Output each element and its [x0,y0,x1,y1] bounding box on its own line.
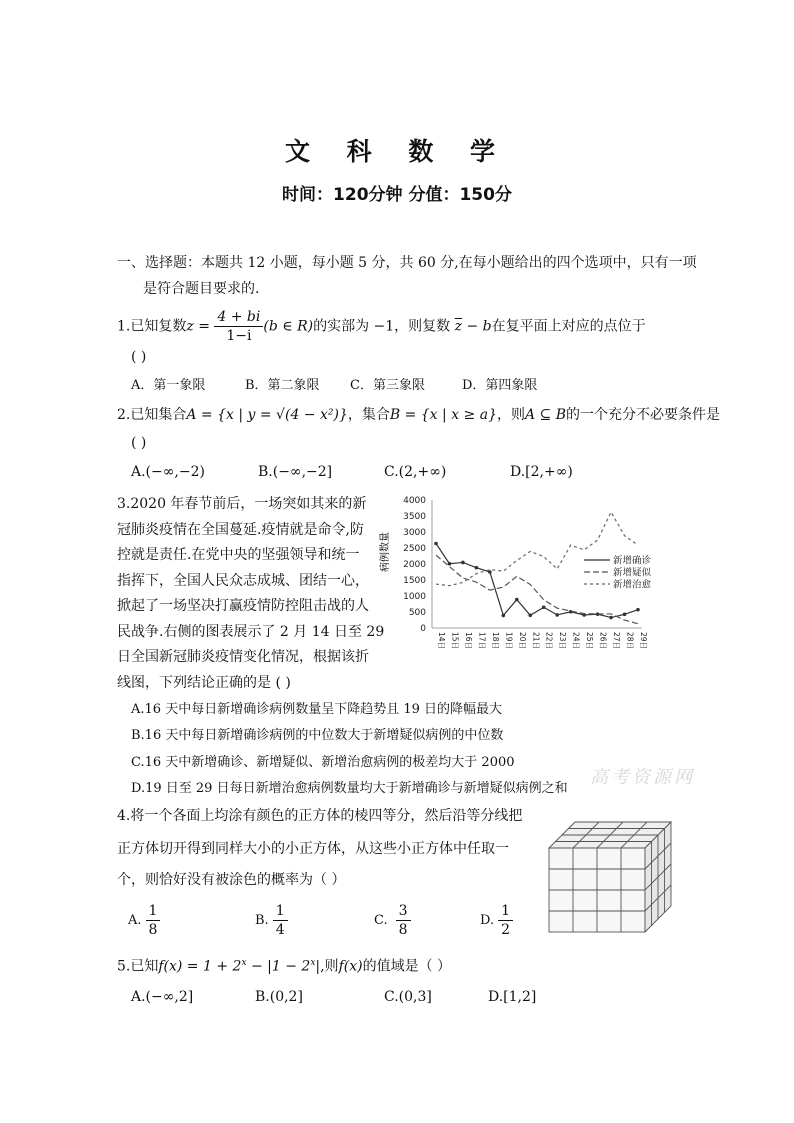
x-tick-label: 14日 [437,632,446,650]
q3-option-b: B.16 天中每日新增确诊病例的中位数大于新增疑似病例的中位数 [131,728,504,743]
section-instructions: 一、选择题：本题共 12 小题，每小题 5 分，共 60 分,在每小题给出的四个选项中，只有一项 [117,255,697,271]
x-tick-label: 24日 [571,632,581,650]
q3-option-a: A.16 天中每日新增确诊病例数量呈下降趋势且 19 日的降幅最大 [131,702,503,717]
x-tick-label: 20日 [517,632,527,650]
x-tick-label: 21日 [531,632,541,650]
x-tick-label: 26日 [598,632,608,650]
data-point [636,608,640,612]
watermark: 高考资源网 [590,767,695,788]
y-tick-label: 1500 [403,576,426,586]
q3-option-d: D.19 日至 29 日每日新增治愈病例数量均大于新增确诊与新增疑似病例之和 [131,781,568,796]
q1-option-b: B．第二象限 [245,378,320,393]
legend-label: 新增疑似 [613,567,652,579]
series-line-2 [436,555,638,624]
y-tick-label: 2500 [403,544,426,554]
x-tick-label: 15日 [450,632,460,650]
data-point [461,561,465,565]
legend-label: 新增确诊 [613,555,652,567]
q1-option-c: C．第三象限 [350,378,425,393]
q2-option-b: B.(−∞,−2] [258,464,333,480]
data-point [609,616,613,620]
cube-figure [545,818,675,936]
exam-info: 时间：120分钟 分值：150分 [282,185,512,205]
question-4-line-1: 4.将一个各面上均涂有颜色的正方体的棱四等分，然后沿等分线把 [117,808,523,824]
y-axis-label: 病例数量 [380,532,391,572]
x-tick-label: 18日 [490,632,500,650]
q3-option-c: C.16 天中新增确诊、新增疑似、新增治愈病例的极差均大于 2000 [131,755,515,770]
page-title: 文 科 数 学 [284,137,510,166]
question-4-line-3: 个，则恰好没有被涂色的概率为（ ） [117,872,346,888]
y-tick-label: 1000 [403,592,426,602]
data-point [555,613,559,617]
x-tick-label: 29日 [639,632,648,650]
q5-option-d: D.[1,2] [488,989,537,1005]
q4-option-d: D. $\frac{1}{2}$ [480,902,513,939]
q5-option-a: A.(−∞,2] [131,989,194,1005]
question-1: 1.已知复数z = $\frac{4 + bi}{1-i}$ (b ∈ R)的实部为 −1，则复数 $\overline{z} - b$在复平面上对应的点位于 [117,309,646,344]
series-line-3 [436,512,638,586]
x-tick-label: 19日 [504,632,514,650]
data-point [542,605,546,609]
y-tick-label: 2000 [403,560,426,570]
section-instructions-cont: 是符合题目要求的. [143,281,260,297]
x-tick-label: 22日 [544,632,554,650]
y-tick-label: 3500 [403,512,426,522]
y-tick-label: 0 [420,624,426,634]
q1-option-d: D．第四象限 [462,378,538,393]
x-tick-label: 25日 [585,632,595,650]
legend-label: 新增治愈 [613,579,652,591]
y-tick-label: 500 [408,608,426,618]
x-tick-label: 27日 [612,632,622,650]
q4-option-a: A. $\frac{1}{8}$ [128,902,160,939]
q4-option-b: B. $\frac{1}{4}$ [255,902,288,939]
question-2: 2.已知集合A = {x | y = √(4 − x²)}，集合B = {x | x ≥ a}，则A ⊆ B的一个充分不必要条件是 [117,407,721,423]
data-point [515,598,519,602]
answer-blank: ( ) [131,435,147,451]
q4-option-c: C. $\frac{3}{8}$ [374,902,411,939]
q1-option-a: A．第一象限 [131,378,206,393]
x-tick-label: 28日 [625,632,635,650]
data-point [623,613,627,617]
q2-option-c: C.(2,+∞) [384,464,447,480]
y-tick-label: 3000 [403,528,426,538]
x-tick-label: 23日 [558,632,568,650]
data-point [502,614,506,618]
x-tick-label: 17日 [477,632,487,650]
answer-blank: ( ) [131,349,147,365]
q2-option-d: D.[2,+∞) [510,464,573,480]
data-point [434,542,438,546]
q5-option-c: C.(0,3] [384,989,432,1005]
chart-legend [584,555,652,591]
question-3-text: 3.2020 年春节前后，一场突如其来的新 冠肺炎疫情在全国蔓延.疫情就是命令,防 控就是责任.在党中央的坚强领导和统一 指挥下，全国人民众志成城、团结一心， 掀起了一场坚决打赢疫情防控阻击战的人 民战争.右侧的图表展示了 2 月 14 日至 29 日全国新冠肺炎疫情变化情况，根据该折 线图，下列结论正确的是 ( ) [117,496,385,691]
q2-option-a: A.(−∞,−2) [131,464,205,480]
epidemic-line-chart [370,490,670,660]
fraction: $\frac{4 + bi}{1-i}$ [214,308,263,345]
x-tick-label: 16日 [463,632,473,650]
data-point [448,562,452,566]
data-point [528,613,532,617]
question-5: 5.已知$f(x) = 1 + 2^x - |1 - 2^x|$,则f(x)的值域是（ ） [117,958,452,975]
data-point [475,566,479,570]
data-point [488,570,492,574]
question-4-line-2: 正方体切开得到同样大小的小正方体，从这些小正方体中任取一 [117,841,509,857]
y-tick-label: 4000 [403,496,426,506]
q5-option-b: B.(0,2] [255,989,303,1005]
